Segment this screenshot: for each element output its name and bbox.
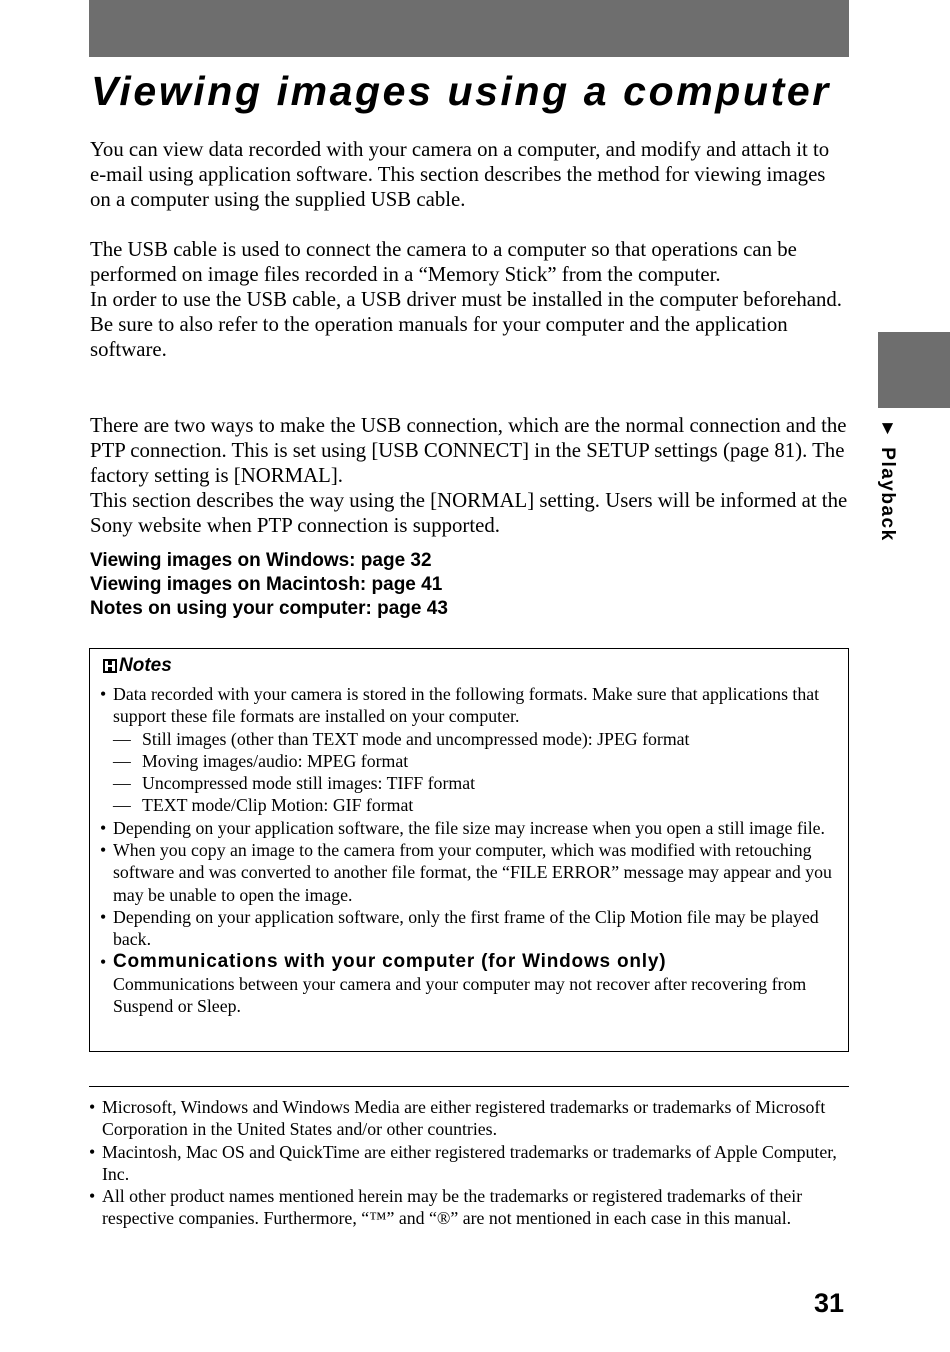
comm-text: Communications between your camera and your computer may not recover after recovering from Suspend or Sleep. <box>113 973 807 1017</box>
notes-heading-text: Notes <box>119 655 172 676</box>
trademark-item <box>89 1185 849 1230</box>
note-text: When you copy an image to the camera from your computer, which was modified with retouching software and was converted to another file format, the “FILE ERROR” message may appear and you may be unable to open the image. <box>113 840 832 905</box>
intro-p2-line: Be sure to also refer to the operation manuals for your computer and the application software. <box>90 313 788 361</box>
header-bar <box>89 0 849 57</box>
format-item <box>100 772 840 794</box>
format-text: Moving images/audio: MPEG format <box>142 750 409 771</box>
note-item <box>100 683 840 728</box>
page-title: Viewing images using a computer <box>91 68 831 114</box>
trademark-item <box>89 1096 849 1141</box>
bullet: • <box>100 840 107 861</box>
dash: — <box>113 795 131 816</box>
note-item <box>100 951 840 1018</box>
link-notes[interactable]: Notes on using your computer: page 43 <box>90 598 448 619</box>
section-tab-label: ▼ Playback <box>877 418 898 542</box>
trademark-text: Microsoft, Windows and Windows Media are either registered trademarks or trademarks of Microsoft Corporation in the United States and/or other countries. <box>102 1097 826 1140</box>
bullet: • <box>89 1186 96 1207</box>
intro-p2-line: The USB cable is used to connect the camera to a computer so that operations can be performed on image files recorded in a “Memory Stick” from the computer. <box>90 238 797 286</box>
notes-list <box>100 683 840 1017</box>
trademark-text: Macintosh, Mac OS and QuickTime are either registered trademarks or trademarks of Apple Computer, Inc. <box>102 1141 837 1184</box>
trademark-list <box>89 1096 849 1230</box>
bullet: • <box>89 1097 96 1117</box>
bullet: • <box>100 817 107 838</box>
trademark-text: All other product names mentioned herein may be the trademarks or registered trademarks of their respective companies. Furthermore, “™” and “®” are not mentioned in each case in this manual. <box>102 1186 803 1229</box>
divider <box>89 1086 849 1087</box>
link-macintosh[interactable]: Viewing images on Macintosh: page 41 <box>90 574 443 595</box>
bullet: • <box>100 906 107 927</box>
note-item <box>100 906 840 951</box>
section-tab <box>878 332 950 408</box>
bullet: • <box>89 1141 96 1162</box>
note-text: Depending on your application software, the file size may increase when you open a still image file. <box>113 817 826 838</box>
dash: — <box>113 773 131 794</box>
notes-box <box>89 648 849 1052</box>
format-text: Uncompressed mode still images: TIFF format <box>142 773 476 794</box>
dash: — <box>113 728 131 749</box>
format-item <box>100 794 840 816</box>
intro-paragraph-3 <box>90 413 850 538</box>
trademark-item <box>89 1141 849 1186</box>
bullet: • <box>100 951 107 972</box>
intro-p2-line: In order to use the USB cable, a USB driver must be installed in the computer beforehand. <box>90 288 842 311</box>
note-item <box>100 839 840 906</box>
intro-paragraph-2 <box>90 237 850 362</box>
note-item <box>100 817 840 839</box>
format-text: TEXT mode/Clip Motion: GIF format <box>142 795 414 816</box>
comm-heading: Communications with your computer (for Windows only) <box>113 950 667 972</box>
intro-paragraph-1: You can view data recorded with your camera on a computer, and modify and attach it to e-mail using application software. This section describes the method for viewing images on a computer using the supplied USB cable. <box>90 138 830 211</box>
dash: — <box>113 750 131 771</box>
intro-p3-line: There are two ways to make the USB connection, which are the normal connection and the PTP connection. This is set using [USB CONNECT] in the SETUP settings (page 81). The factory setting is [NORMAL]. <box>90 414 847 487</box>
note-text: Depending on your application software, only the first frame of the Clip Motion file may be played back. <box>113 906 819 950</box>
format-item <box>100 750 840 772</box>
page-links <box>90 549 850 621</box>
format-text: Still images (other than TEXT mode and uncompressed mode): JPEG format <box>142 728 690 749</box>
page-number: 31 <box>814 1288 845 1318</box>
notes-icon <box>103 659 117 673</box>
bullet: • <box>100 684 107 704</box>
notes-heading <box>103 655 172 677</box>
intro-p3-line: This section describes the way using the [NORMAL] setting. Users will be informed at the Sony website when PTP connection is supported. <box>90 489 848 537</box>
format-item <box>100 728 840 750</box>
link-windows[interactable]: Viewing images on Windows: page 32 <box>90 550 432 571</box>
note-text: Data recorded with your camera is stored in the following formats. Make sure that applications that support these file formats are installed on your computer. <box>113 684 820 727</box>
